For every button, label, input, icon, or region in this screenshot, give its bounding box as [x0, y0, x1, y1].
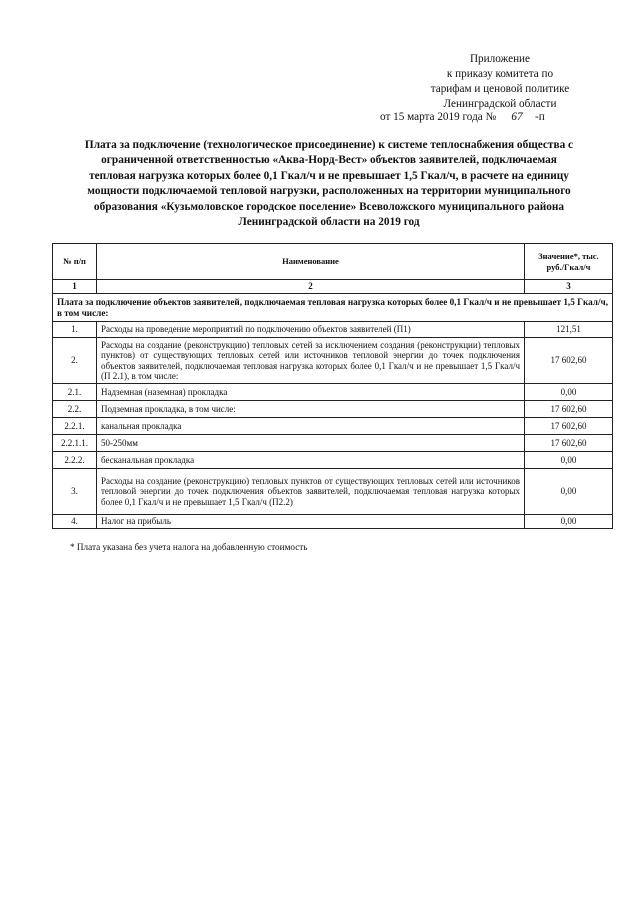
table-header-row: [53, 244, 613, 280]
title-line: Плата за подключение (технологическое присоединение) к системе теплоснабжения общества с: [84, 139, 574, 151]
appendix-line: тарифам и ценовой политике: [430, 83, 570, 95]
row-number: 2.2.1.: [53, 418, 97, 435]
table-row: [53, 435, 613, 452]
appendix-line: Ленинградской области: [443, 98, 557, 110]
order-date: от 15 марта 2019 года №: [380, 111, 497, 123]
table-row: [53, 469, 613, 515]
header-name: Наименование: [97, 244, 525, 280]
row-value: 0,00: [525, 469, 613, 515]
table-row: [53, 401, 613, 418]
column-number: 3: [525, 280, 613, 294]
title-line: ограниченной ответственностью «Аква-Норд-Вест» объектов заявителей, подключаемая: [101, 154, 557, 167]
row-value: 17 602,60: [525, 338, 613, 384]
row-value: 121,51: [525, 322, 613, 338]
title-line: образования «Кузьмоловское городское поселение» Всеволожского муниципального района: [93, 200, 565, 213]
appendix-line: Приложение: [469, 53, 531, 65]
row-number: 2.: [53, 338, 97, 384]
row-value: 17 602,60: [525, 435, 613, 452]
title-line: Ленинградской области на 2019 год: [238, 216, 420, 229]
row-number: 2.2.2.: [53, 452, 97, 469]
row-name: канальная прокладка: [97, 418, 525, 435]
row-name: 50-250мм: [97, 435, 525, 452]
row-name: Расходы на создание (реконструкцию) тепловых сетей за исключением создания (реконструкции) тепловых пунктов) от существующих тепловых сетей или источников тепловой энергии до точек подключения объектов заявителей, подключаемая тепловая нагрузка которых более 0,1 Гкал/ч и не превышает 1,5 Гкал/ч (П 2.1), в том числе:: [97, 338, 525, 384]
document-title: [42, 138, 616, 230]
tariff-table: [52, 243, 613, 529]
title-line: тепловая нагрузка которых более 0,1 Гкал/ч и не превышает 1,5 Гкал/ч, в расчете на единицу: [89, 169, 569, 182]
column-number-row: [53, 280, 613, 294]
row-number: 2.1.: [53, 384, 97, 401]
row-value: 0,00: [525, 452, 613, 469]
order-reference: [380, 111, 545, 123]
section-title: Плата за подключение объектов заявителей, подключаемая тепловая нагрузка которых более 0,1 Гкал/ч и не превышает 1,5 Гкал/ч, в том числе:: [53, 294, 613, 322]
row-value: 0,00: [525, 515, 613, 529]
table-row: [53, 515, 613, 529]
row-number: 2.2.: [53, 401, 97, 418]
row-name: Расходы на создание (реконструкцию) тепловых пунктов от существующих тепловых сетей или источников тепловой энергии до точек подключения объектов заявителей, подключаемая тепловая нагрузка которых более 0,1 Гкал/ч и не превышает 1,5 Гкал/ч (П2.2): [97, 469, 525, 515]
row-name: Подземная прокладка, в том числе:: [97, 401, 525, 418]
appendix-header: [390, 52, 610, 112]
table-row: [53, 418, 613, 435]
row-name: бесканальная прокладка: [97, 452, 525, 469]
row-number: 1.: [53, 322, 97, 338]
order-suffix: -п: [535, 111, 545, 123]
column-number: 1: [53, 280, 97, 294]
section-row: [53, 294, 613, 322]
title-line: мощности подключаемой тепловой нагрузки, расположенных на территории муниципального: [87, 185, 571, 198]
row-name: Налог на прибыль: [97, 515, 525, 529]
row-value: 17 602,60: [525, 418, 613, 435]
row-value: 0,00: [525, 384, 613, 401]
table-row: [53, 338, 613, 384]
table-row: [53, 322, 613, 338]
column-number: 2: [97, 280, 525, 294]
row-number: 3.: [53, 469, 97, 515]
row-number: 4.: [53, 515, 97, 529]
header-value: Значение*, тыс. руб./Гкал/ч: [525, 244, 613, 280]
row-name: Расходы на проведение мероприятий по подключению объектов заявителей (П1): [97, 322, 525, 338]
row-value: 17 602,60: [525, 401, 613, 418]
row-name: Надземная (наземная) прокладка: [97, 384, 525, 401]
footnote: * Плата указана без учета налога на добавленную стоимость: [70, 542, 308, 552]
table-row: [53, 452, 613, 469]
row-number: 2.2.1.1.: [53, 435, 97, 452]
table-row: [53, 384, 613, 401]
appendix-line: к приказу комитета по: [446, 68, 554, 80]
order-number: 67: [511, 111, 523, 123]
header-number: № п/п: [53, 244, 97, 280]
